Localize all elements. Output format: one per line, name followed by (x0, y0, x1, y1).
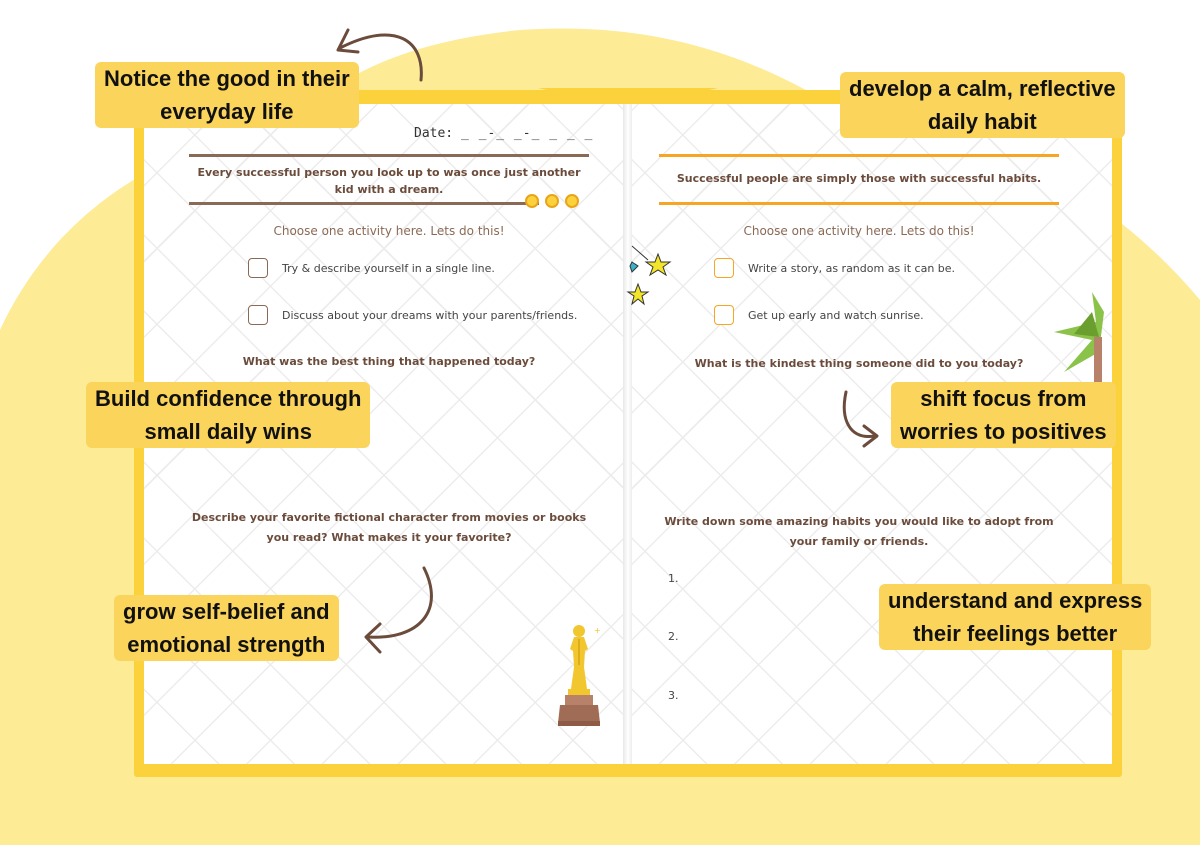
callout-line: everyday life (160, 99, 294, 124)
callout-line: daily habit (927, 109, 1037, 134)
list-number: 1. (668, 572, 679, 585)
callout-line: small daily wins (144, 419, 312, 444)
callout-line: Build confidence through (95, 386, 362, 411)
date-label: Date: (414, 126, 454, 141)
callout-line: Notice the good in their (104, 66, 350, 91)
option-label: Write a story, as random as it can be. (748, 261, 956, 275)
list-number: 3. (668, 689, 679, 702)
callout-line: emotional strength (127, 632, 326, 657)
choose-label: Choose one activity here. Lets do this! (743, 224, 975, 238)
option-label: Get up early and watch sunrise. (748, 308, 924, 322)
callout-line: shift focus from (920, 386, 1087, 411)
svg-text:+: + (594, 626, 601, 635)
question-amazing-habits: Write down some amazing habits you would like to adopt from your family or friends. (664, 515, 1054, 548)
date-input-lines[interactable]: _ _-_ _-_ _ _ _ (460, 126, 594, 141)
callout-line: develop a calm, reflective (849, 76, 1116, 101)
quote-text: Every successful person you look up to was once just another kid with a dream. (197, 166, 581, 196)
quote-text: Successful people are simply those with successful habits. (676, 172, 1042, 185)
option-label: Try & describe yourself in a single line. (282, 261, 495, 275)
callout-line: understand and express (888, 588, 1143, 613)
question-best-thing: What was the best thing that happened today? (242, 355, 536, 368)
list-number: 2. (668, 630, 679, 643)
option-label: Discuss about your dreams with your parents/friends. (282, 308, 578, 322)
question-kindest-thing: What is the kindest thing someone did to you today? (694, 357, 1024, 370)
callout-line: grow self-belief and (123, 599, 330, 624)
choose-label: Choose one activity here. Lets do this! (273, 224, 505, 238)
callout-line: worries to positives (900, 419, 1107, 444)
callout-line: their feelings better (913, 621, 1118, 646)
question-favorite-character: Describe your favorite fictional character from movies or books you read? What makes it your favorite? (191, 511, 587, 544)
